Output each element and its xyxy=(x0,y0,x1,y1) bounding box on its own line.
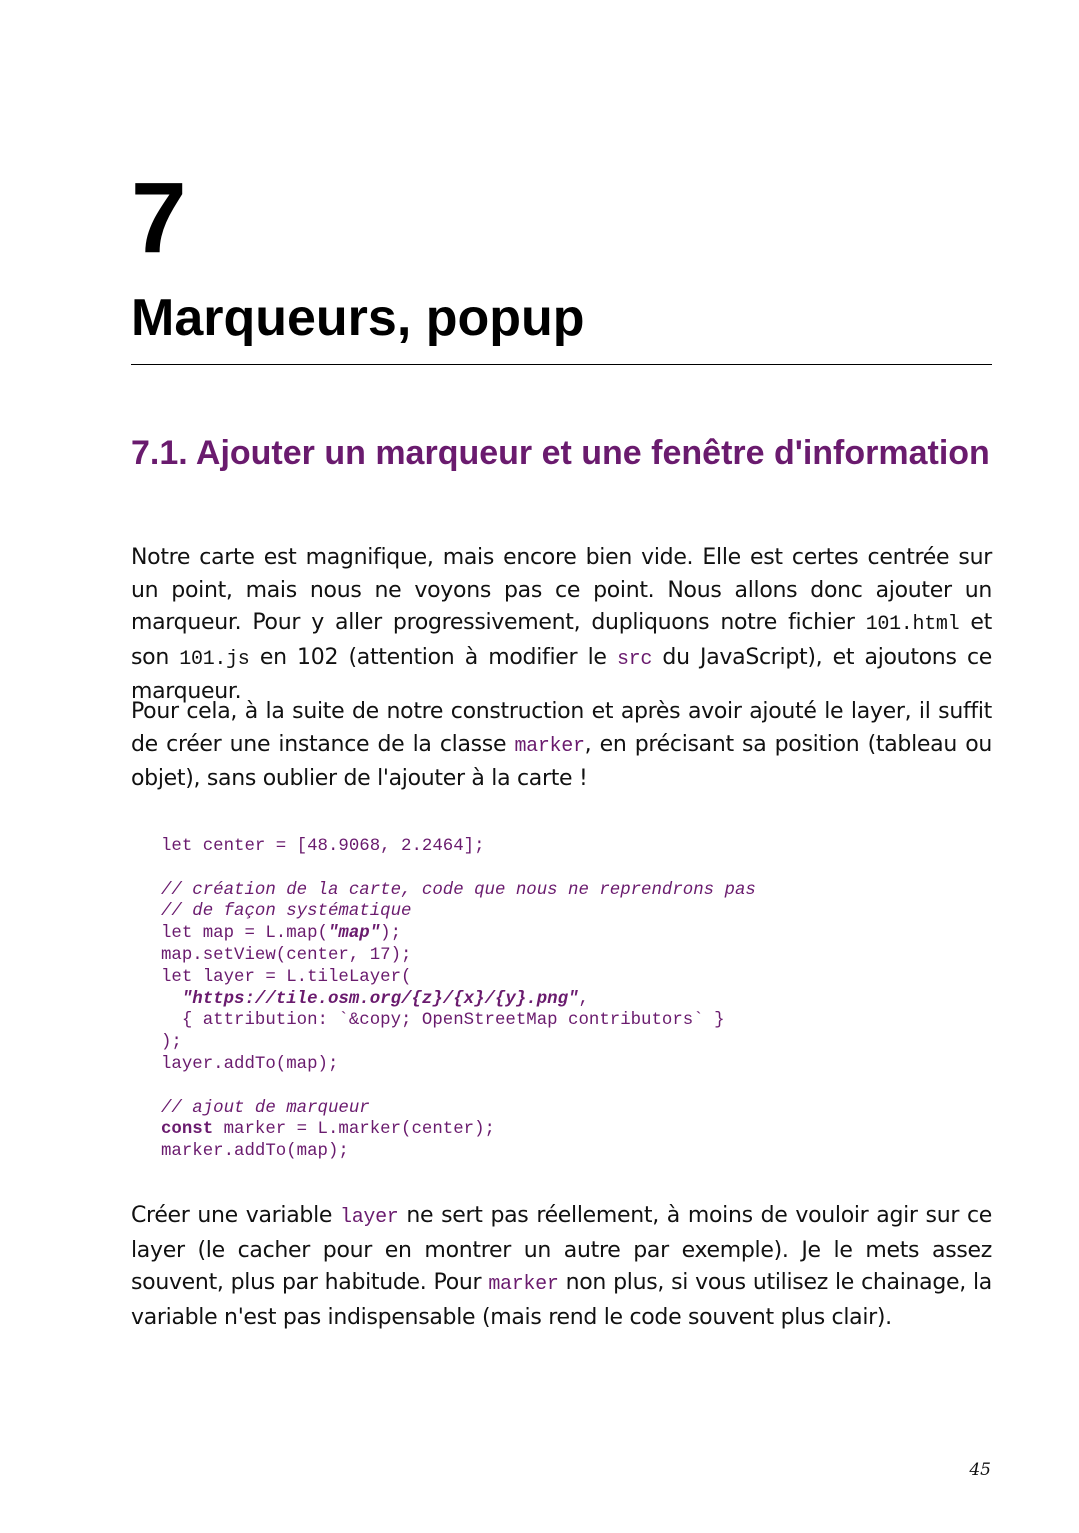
inline-code-marker: marker xyxy=(514,734,585,758)
code-line-7: let layer = L.tileLayer( xyxy=(161,967,412,987)
paragraph-variables-text-3: non plus, si vous utilisez le chainage, la variable n'est pas indispensable (mais rend le code souvent plus clair). xyxy=(131,1270,992,1330)
paragraph-intro xyxy=(131,542,992,709)
code-line-6: map.setView(center, 17); xyxy=(161,945,412,965)
code-line-8 xyxy=(161,989,756,1011)
inline-code-marker: marker xyxy=(488,1273,559,1296)
code-line-blank xyxy=(161,858,756,880)
code-keyword-token: const xyxy=(161,1120,214,1140)
inline-code-101-js: 101.js xyxy=(179,647,250,671)
chapter-title: Marqueurs, popup xyxy=(131,289,585,347)
code-line-blank xyxy=(161,1076,756,1098)
code-block xyxy=(161,836,756,1163)
chapter-number: 7 xyxy=(131,162,187,274)
paragraph-intro-text-2: et son xyxy=(131,610,992,670)
code-token: marker = L.marker(center); xyxy=(213,1120,495,1140)
code-string-token: "https://tile.osm.org/{z}/{x}/{y}.png" xyxy=(181,989,579,1009)
section-title: 7.1. Ajouter un marqueur et une fenêtre d'information xyxy=(131,434,990,472)
code-comment-line: // de façon systématique xyxy=(161,902,412,922)
paragraph-intro-text-4: du JavaScript), et ajoutons ce marqueur. xyxy=(131,644,992,704)
page-number: 45 xyxy=(969,1460,991,1480)
code-token: ); xyxy=(380,924,402,944)
code-line-10: ); xyxy=(161,1033,182,1053)
code-comment-line: // création de la carte, code que nous ne reprendrons pas xyxy=(161,880,756,900)
inline-code-101-html: 101.html xyxy=(865,613,960,636)
code-comment-line: // ajout de marqueur xyxy=(161,1098,370,1118)
inline-code-layer: layer xyxy=(340,1206,399,1229)
code-line-11: layer.addTo(map); xyxy=(161,1054,339,1074)
code-line-5 xyxy=(161,923,756,945)
code-line-9: { attribution: `&copy; OpenStreetMap contributors` } xyxy=(161,1011,725,1031)
paragraph-instance-text-2: , en précisant sa position (tableau ou objet), sans oublier de l'ajouter à la carte ! xyxy=(131,731,993,791)
chapter-divider xyxy=(131,364,992,365)
code-token xyxy=(161,990,182,1009)
code-line-14 xyxy=(161,1119,756,1141)
paragraph-instance xyxy=(131,696,992,796)
paragraph-intro-text-1: Notre carte est magnifique, mais encore bien vide. Elle est certes centrée sur un point, mais nous ne voyons pas ce point. Nous allons donc ajouter un marqueur. Pour y aller progressivement, dupliquons notre fichier xyxy=(131,545,992,635)
code-line-1: let center = [48.9068, 2.2464]; xyxy=(161,837,485,856)
paragraph-variables-text-1: Créer une variable xyxy=(131,1203,340,1228)
code-token: , xyxy=(578,989,589,1009)
inline-code-src: src xyxy=(616,647,653,671)
paragraph-variables-text-2: ne sert pas réellement, à moins de vouloir agir sur ce layer (le cacher pour en montrer un autre par exemple). Je le mets assez souvent, plus par habitude. Pour xyxy=(131,1203,992,1295)
paragraph-intro-text-3: en 102 (attention à modifier le xyxy=(249,644,617,670)
code-token: let map = L.map( xyxy=(161,924,328,944)
paragraph-variables xyxy=(131,1200,992,1334)
paragraph-instance-text-1: Pour cela, à la suite de notre construction et après avoir ajouté le layer, il suffit de créer une instance de la classe xyxy=(131,699,992,757)
code-line-15: marker.addTo(map); xyxy=(161,1142,349,1162)
code-string-token: "map" xyxy=(327,924,381,944)
